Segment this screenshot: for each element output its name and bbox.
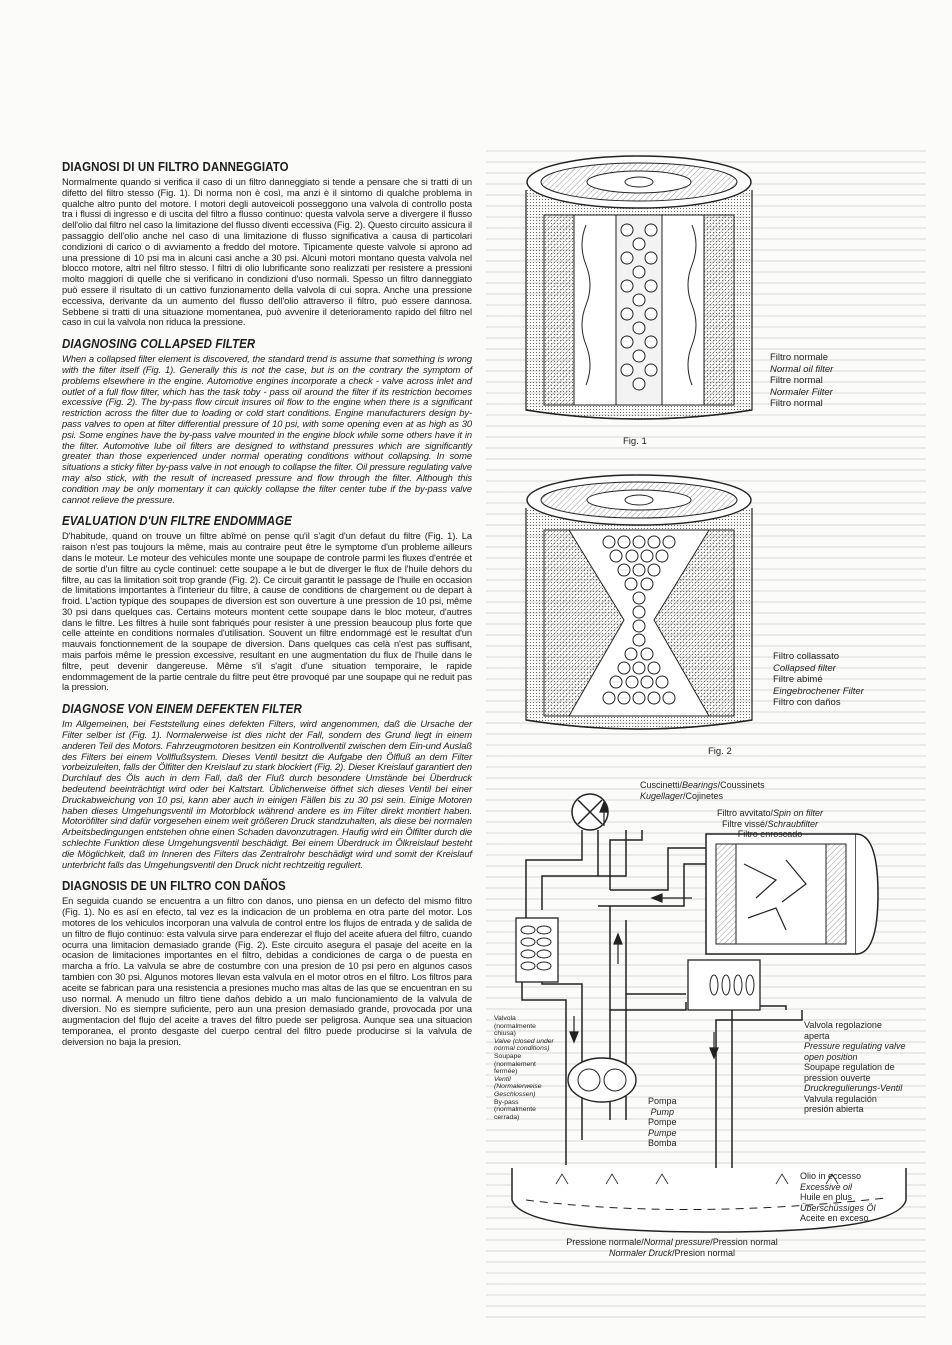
spin-on-en: Spin on filter — [773, 808, 824, 818]
fig1-caption-fr: Filtre normal — [770, 375, 823, 386]
pump-en: Pump — [650, 1106, 675, 1117]
fig2-caption-es: Filtro con daños — [773, 697, 841, 708]
excess-fr: Huile en plus — [800, 1192, 853, 1202]
fig2-caption-en: Collapsed filter — [773, 662, 836, 674]
fig1-filter-illustration — [514, 150, 764, 430]
section-title-spanish: DIAGNOSIS DE UN FILTRO CON DAÑOS — [62, 879, 286, 894]
section-english — [62, 337, 472, 505]
bearings-it: Cuscinetti/ — [640, 780, 683, 790]
pvalve-es-1: Valvula regulación — [804, 1093, 877, 1104]
bearings-es: /Cojinetes — [683, 790, 724, 801]
label-bypass-valve — [494, 1015, 554, 1121]
section-body-french: D'habitude, quand on trouve un filtre abîmé on pense qu'il s'agit d'un defaut du filtre (Fig. 1). La raison n'est pas toujours la même, mais au contraire peut être le symptome d'un probleme ailleurs dans le moteur. Le moteur des vehicules monte une soupape de controle parmi les fluxes d'entrée et de sortie d'un filtre au cycle continuel: cette soupape a le but de diverger le flux de l'huile dehors du filtre, au cas la limitation soit trop grande (Fig. 2). Ce circuit garantit le passage de l'huile en occasion de limitations importantes à l'interieur du filtre, à cause de conditions de chargement ou de depart à froid. L'action typique des soupapes de diversion est son ouverture à une pression de 10 psi, même 30 psi dans quelques cas. Certains moteurs montent cette soupape dans le bloc moteur, d'autres dans le filtre. Les filtres à huile sont fabriqués pour resister à une pression beaucoup plus forte que celle atteinte en conditions normales d'utilisation. Souvent un filtre endommagé est le resultat d'un mauvais fonctionnement de la soupape de diversion. Dans quelques cas celà n'est pas suffisant, mais parfois même le pression excessive, resultant en une augmentation du flux de l'huile dans le filtre, peut devenir dangereuse. Même s'il s'agit d'une situation temporaire, le rapide endommagement de la partie centrale du filtre peut être provoqué par une soupape qui ne reduit pas la pression. — [62, 530, 472, 693]
pump-it: Pompa — [648, 1096, 677, 1106]
section-body-italian: Normalmente quando si verifica il caso di un filtro danneggiato si tende a pensare che si tratti di un difetto del filtro stesso (Fig. 1). Di norma non è così, ma anzi è il sintomo di qualche problema in qualche altro punto del motore. I motori degli autoveicoli posseggono una valvola di controllo posta tra i flussi di ingresso e di uscita del filtro a flusso continuo: questa valvola serve a divergere il flusso dell'olio dal filtro nel caso la limitazione del flusso diventi eccessiva (Fig. 2). Questo circuito assicura il passaggio dell'olio anche nel caso di una limitazione di flusso significativa a causa di particolari condizioni di carico o di avviamento a freddo del motore. Tipicamente queste valvole si aprono ad una pressione di 10 psi ma in alcuni casi anche a 30 psi. Alcuni motori montano questa valvola nel blocco motore, altri nel filtro stesso. I filtri di olio lubrificante sono realizzati per resistere a pressioni molto maggiori di quelle che si verificano in condizioni d'uso normali. Spesso un filtro danneggiato può essere il risultato di un cattivo funzionamento della valvola di cui sopra. Anche una pressione eccessiva, derivante da un aumento del flusso dell'olio attraverso il filtro, può essere dannosa. Sebbene si tratti di una situazione momentanea, può avvenire il deterioramento rapido del filtro nel caso in cui la valvola non riduca la pressione. — [62, 176, 472, 328]
section-body-english: When a collapsed filter element is discovered, the standard trend is assume that something is wrong with the filter itself (Fig. 1). Generally this is not the case, but is on the contrary the symptom of problems elsewhere in the engine. Automotive engines incorporate a check - valve across inlet and outlet of a full flow filter, which has the task toby - pass oil around the filter if its restriction becomes excessive (Fig. 2). The by-pass flow circuit insures oil flow to the engine when there is a significant restriction across the filter due to loading or cold start conditions. Engine manufacturers design by-pass valves to open at filter differential pressure of 10 psi, with some opening even at as high as 30 psi. Some engines have the by-pass valve mounted in the engine block while some others have it in the filter. Automotive lube oil filters are designed to withstand pressures which are significantly greater than those experienced under normal operating conditions without collapsing. In some situations a sticky filter by-pass valve in not enough to collapse the filter. Oil pressure regulating valve may also stick, with the result of increased pressure and flow through the filter. Although this condition may be only momentary it can quickly collapse the filter center tube if the by-pass valve cannot relieve the pressure. — [62, 353, 472, 505]
pvalve-fr-2: pression ouverte — [804, 1072, 871, 1083]
npress-es: /Presion normal — [671, 1247, 736, 1258]
section-body-spanish: En seguida cuando se encuentra a un filtro con danos, uno piensa en un defecto del mismo filtro (Fig. 1). No es así en efecto, tal vez es la indicacion de un problema en otra parte del motor. Los motores de los vehiculos incorporan una valvula de control entre los flujos de entrada y de salida de un filtro de flujo continuo: esta valvula sirve para enderezar el flujo del aceite afuera del filtro, cuando ocurra una limitacion demasiado grande (Fig. 2). Este circuito asegura el pasaje del aceite en la ocasion de limitaciones importantes en el filtro, debidas a condiciones de carga o de puesta en marcha a frío. La valvula se abre de costumbre con una presion de 10 psi pero en algunos casos tambien con 30 psi. Algunos motores llevan esta valvula en el motor otros en el filtro. Los filtros para aceite se fabrican para una resistencia a presiones mucho mas altas de las que se encuentran en su uso normal. A menudo un filtro tiene daños debido a un malo funcionamiento de la valvula de diversion. No es siempre suficiente, pero aun una presion demasiado grande, provocada por una augmentacion del flujo del aceite a traves del filtro puede ser peligrosa. Aunque sea una situacion temporanea, el pronto desgaste del cuerpo central del filtro puede producirse si la valvula de deiversion no baja la presion. — [62, 895, 472, 1047]
spin-on-it: Filtro avvitato/ — [717, 808, 774, 818]
valve-fr-2: (normalement — [494, 1060, 536, 1068]
fig1-label: Fig. 1 — [623, 436, 647, 447]
valve-it-1: Valvola — [494, 1015, 516, 1022]
fig1-caption-it: Filtro normale — [770, 352, 829, 363]
pvalve-fr-1: Soupape regulation de — [804, 1062, 895, 1072]
section-title-german: DIAGNOSE VON EINEM DEFEKTEN FILTER — [62, 702, 302, 717]
section-spanish — [62, 879, 472, 1047]
valve-de-1: Ventil — [494, 1075, 511, 1083]
section-italian — [62, 160, 472, 328]
pvalve-it-1: Valvola regolazione — [804, 1020, 882, 1030]
excess-en: Excessive oil — [800, 1181, 853, 1192]
fig2-caption — [773, 651, 864, 709]
section-body-german: Im Allgemeinen, bei Feststellung eines defekten Filters, wird angenommen, daß die Ursache der Filter selber ist (Fig. 1). Normalerweise ist dies nicht der Fall, sondern des Grund liegt in einem anderen Teil des Motors. Fahrzeugmotoren besitzen ein Kontrollventil zwischen dem Ein-und Auslaß des Filters bei einem Vollflußsystem. Dieses Ventil besitzt die Aufgabe den Ölfluß an dem Filter vorbeizuleiten, falls der Ölfilter den Kreislauf zu stark blockiert (Fig. 2). Dieser Kreislauf garantiert den Durchlauf des Öls auch in dem Fall, daß der Fluß durch besondere Umstände bei Überdruck bedeutend beeinträchtigt wird oder bei Kaltstart. Üblicherweise öffnet sich dieses Ventil bei einer Druckabweichung von 10 psi, kann aber auch in einigen Fällen bis zu 30 psi sein. Einige Motoren haben dieses Umgehungsventil im Motorblock während andere es im Filter direkt montiert haben. Motoröfilter sind dafür vorgesehen einem weit größeren Druck standzuhalten, als diese bei normalen Arbeitsbedingungen entstehen ohne einen Schaden davonzutragen. Haufig wird ein Ölfilter durch die schlechte Funktion diese Umgehungsventil beschädigt. Bei einem Überdruck im Ölkreislauf besteht die Möglichkeit, daß im Inneren des Filters das Zentralrohr beschädigt wird und somit der Kreislauf unterbricht falls das Umgehungsventil den Druck nicht rechtzeitig reguliert. — [62, 718, 472, 870]
valve-de-2: (Normalerweise — [494, 1083, 542, 1091]
pump-fr: Pompe — [648, 1117, 677, 1127]
spin-on-es: Filtro enroscado — [737, 829, 803, 839]
npress-en: Normal pressure — [643, 1237, 711, 1247]
pump-es: Bomba — [648, 1138, 677, 1148]
bearings-en: Bearings — [682, 780, 718, 790]
section-title-french: EVALUATION D'UN FILTRE ENDOMMAGE — [62, 514, 292, 529]
valve-es-1: By-pass — [494, 1098, 519, 1106]
valve-de-3: Geschlossen) — [494, 1090, 536, 1098]
excess-it: Olio in eccesso — [800, 1171, 862, 1181]
npress-it: Pressione normale/ — [566, 1237, 644, 1247]
label-excess-oil — [800, 1171, 876, 1224]
label-bearings — [640, 780, 765, 801]
fig2-filter-illustration — [514, 470, 764, 742]
label-normal-pressure — [532, 1237, 812, 1258]
label-pressure-valve — [804, 1020, 906, 1115]
section-french — [62, 514, 472, 693]
bearings-de: Kugellager — [640, 790, 684, 801]
valve-fr-3: fermée) — [494, 1068, 518, 1076]
spin-on-de: Schraubfilter — [767, 818, 819, 829]
excess-es: Aceite en exceso — [800, 1213, 869, 1223]
section-german — [62, 702, 472, 870]
fig2-label: Fig. 2 — [708, 746, 732, 757]
pvalve-de: Druckregulierungs-Ventil — [804, 1083, 903, 1093]
label-spin-on-filter — [717, 808, 823, 840]
fig2-caption-de: Eingebrochener Filter — [773, 685, 864, 697]
text-column — [62, 160, 472, 1057]
valve-es-3: cerrada) — [494, 1113, 520, 1121]
pvalve-en-2: open position — [804, 1051, 858, 1062]
pvalve-it-2: aperta — [804, 1030, 830, 1041]
fig2-caption-it: Filtro collassato — [773, 651, 839, 662]
fig2-caption-fr: Filtre abimé — [773, 674, 823, 685]
npress-fr: /Pression normal — [710, 1237, 778, 1247]
valve-en-1: Valve (closed under — [494, 1037, 554, 1045]
section-title-italian: DIAGNOSI DI UN FILTRO DANNEGGIATO — [62, 160, 289, 174]
fig1-caption-es: Filtro normal — [770, 398, 823, 409]
valve-it-3: chiusa) — [494, 1030, 516, 1038]
label-pump — [648, 1096, 677, 1149]
fig1-caption — [770, 352, 833, 410]
bearings-fr: /Coussinets — [717, 780, 765, 790]
valve-en-2: normal conditions) — [494, 1045, 550, 1053]
pvalve-es-2: presión abierta — [804, 1104, 864, 1114]
excess-de: Überschüssiges Öl — [800, 1202, 876, 1213]
npress-de: Normaler Druck — [608, 1247, 672, 1258]
section-title-english: DIAGNOSING COLLAPSED FILTER — [62, 337, 256, 352]
spin-on-fr: Filtre vissé/ — [722, 818, 768, 829]
pvalve-en-1: Pressure regulating valve — [804, 1041, 906, 1051]
fig1-caption-de: Normaler Filter — [770, 386, 833, 398]
fig1-caption-en: Normal oil filter — [770, 363, 834, 375]
valve-it-2: (normalmente — [494, 1022, 536, 1030]
valve-fr-1: Soupape — [494, 1052, 522, 1060]
pump-de: Pumpe — [648, 1127, 677, 1138]
valve-es-2: (normalmente — [494, 1106, 536, 1114]
